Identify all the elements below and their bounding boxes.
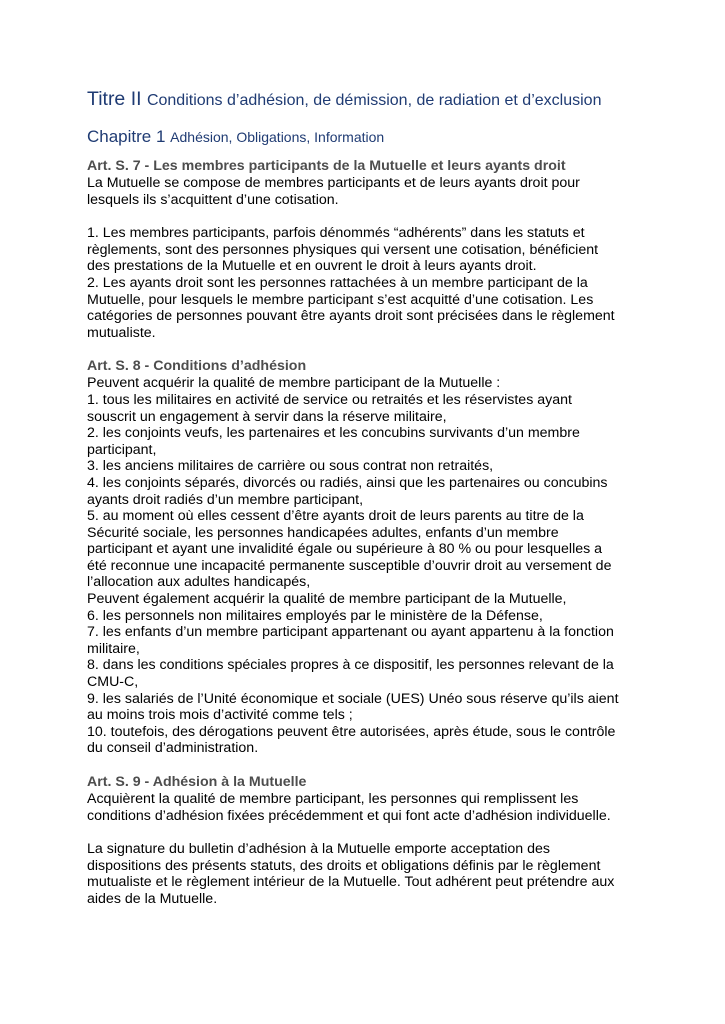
article-8-body-line: CMU-C, bbox=[87, 674, 139, 691]
titre-text: Conditions d’adhésion, de démission, de radiation et d’exclusion bbox=[146, 92, 602, 109]
article-8-body-line: été reconnue une incapacité permanente susceptible d’ouvrir droit au versement de bbox=[87, 557, 612, 574]
chapitre-heading bbox=[87, 126, 647, 148]
article-7-body-line: 1. Les membres participants, parfois dénommés “adhérents” dans les statuts et bbox=[87, 225, 585, 242]
article-9-para2-line: mutualiste et le règlement intérieur de la Mutuelle. Tout adhérent peut prétendre aux bbox=[87, 874, 615, 891]
article-8-body-line: l’allocation aux adultes handicapés, bbox=[87, 574, 311, 591]
article-7-body-line: Mutuelle, pour lesquels le membre participant s’est acquitté d’une cotisation. Les bbox=[87, 291, 594, 308]
article-8-title: Art. S. 8 - Conditions d’adhésion bbox=[87, 358, 307, 375]
article-9-para1-line: Acquièrent la qualité de membre participant, les personnes qui remplissent les bbox=[87, 791, 579, 807]
article-8-body-line: 2. les conjoints veufs, les partenaires et les concubins survivants d’un membre bbox=[87, 425, 580, 442]
article-9-para1-line: conditions d’adhésion fixées précédemment et qui font acte d’adhésion individuelle. bbox=[87, 807, 611, 824]
article-8-body-line: 5. au moment où elles cessent d’être ayants droit de leurs parents au titre de la bbox=[87, 508, 584, 525]
article-8-body-line: 4. les conjoints séparés, divorcés ou radiés, ainsi que les partenaires ou concubins bbox=[87, 474, 608, 491]
article-9-title: Art. S. 9 - Adhésion à la Mutuelle bbox=[87, 774, 307, 790]
article-8-body-line: 6. les personnels non militaires employés par le ministère de la Défense, bbox=[87, 607, 543, 624]
titre-heading bbox=[87, 86, 647, 114]
article-8-body-line: 3. les anciens militaires de carrière ou sous contrat non retraités, bbox=[87, 458, 494, 475]
article-8 bbox=[87, 358, 647, 757]
article-8-body-line: au moins trois mois d’activité comme tels ; bbox=[87, 707, 353, 724]
article-8-body-line: 1. tous les militaires en activité de service ou retraités et les réservistes ayant bbox=[87, 391, 572, 408]
article-8-body-line: participant, bbox=[87, 441, 157, 458]
article-7 bbox=[87, 158, 647, 341]
article-8-body-line: souscrit un engagement à servir dans la réserve militaire, bbox=[87, 408, 447, 425]
chapitre-text: Adhésion, Obligations, Information bbox=[170, 129, 385, 145]
article-7-intro-line: lesquels ils s’acquittent d’une cotisation. bbox=[87, 191, 339, 208]
article-8-body-line: 10. toutefois, des dérogations peuvent être autorisées, après étude, sous le contrôle bbox=[87, 723, 616, 740]
article-9-para2-line: dispositions des présents statuts, des droits et obligations définis par le règlement bbox=[87, 857, 601, 874]
article-7-body-line: des prestations de la Mutuelle et en ouvrent le droit à leurs ayants droit. bbox=[87, 258, 537, 275]
article-8-body-line: Peuvent également acquérir la qualité de membre participant de la Mutuelle, bbox=[87, 591, 567, 608]
article-9 bbox=[87, 774, 647, 908]
article-9-para2-line: La signature du bulletin d’adhésion à la Mutuelle emporte acceptation des bbox=[87, 841, 550, 858]
article-7-body-line: règlements, sont des personnes physiques qui versent une cotisation, bénéficient bbox=[87, 241, 599, 258]
article-7-intro-line: La Mutuelle se compose de membres participants et de leurs ayants droit pour bbox=[87, 175, 580, 191]
article-8-body-line: du conseil d’administration. bbox=[87, 740, 259, 757]
article-8-body-line: militaire, bbox=[87, 640, 140, 657]
document-content bbox=[87, 86, 647, 908]
article-9-para2-line: aides de la Mutuelle. bbox=[87, 890, 218, 907]
article-8-body-line: participant et ayant une invalidité égale ou supérieure à 80 % ou pour lesquelles a bbox=[87, 541, 603, 558]
article-7-body-line: mutualiste. bbox=[87, 324, 156, 341]
article-8-body-line: 9. les salariés de l’Unité économique et sociale (UES) Unéo sous réserve qu’ils aient bbox=[87, 690, 619, 707]
article-7-title: Art. S. 7 - Les membres participants de la Mutuelle et leurs ayants droit bbox=[87, 158, 566, 174]
article-8-body-line: 8. dans les conditions spéciales propres à ce dispositif, les personnes relevant de la bbox=[87, 657, 614, 674]
article-7-body-line: 2. Les ayants droit sont les personnes rattachées à un membre participant de la bbox=[87, 274, 588, 291]
chapitre-label: Chapitre 1 bbox=[87, 127, 166, 146]
article-7-body-line: catégories de personnes pouvant être ayants droit sont précisées dans le règlement bbox=[87, 308, 615, 325]
article-8-body-line: Sécurité sociale, les personnes handicapées adultes, enfants d’un membre bbox=[87, 524, 559, 541]
article-8-body-line: 7. les enfants d’un membre participant appartenant ou ayant appartenu à la fonction bbox=[87, 624, 614, 641]
titre-label: Titre II bbox=[87, 88, 142, 110]
article-8-body-line: Peuvent acquérir la qualité de membre participant de la Mutuelle : bbox=[87, 375, 501, 392]
article-8-body-line: ayants droit radiés d’un membre participant, bbox=[87, 491, 364, 508]
